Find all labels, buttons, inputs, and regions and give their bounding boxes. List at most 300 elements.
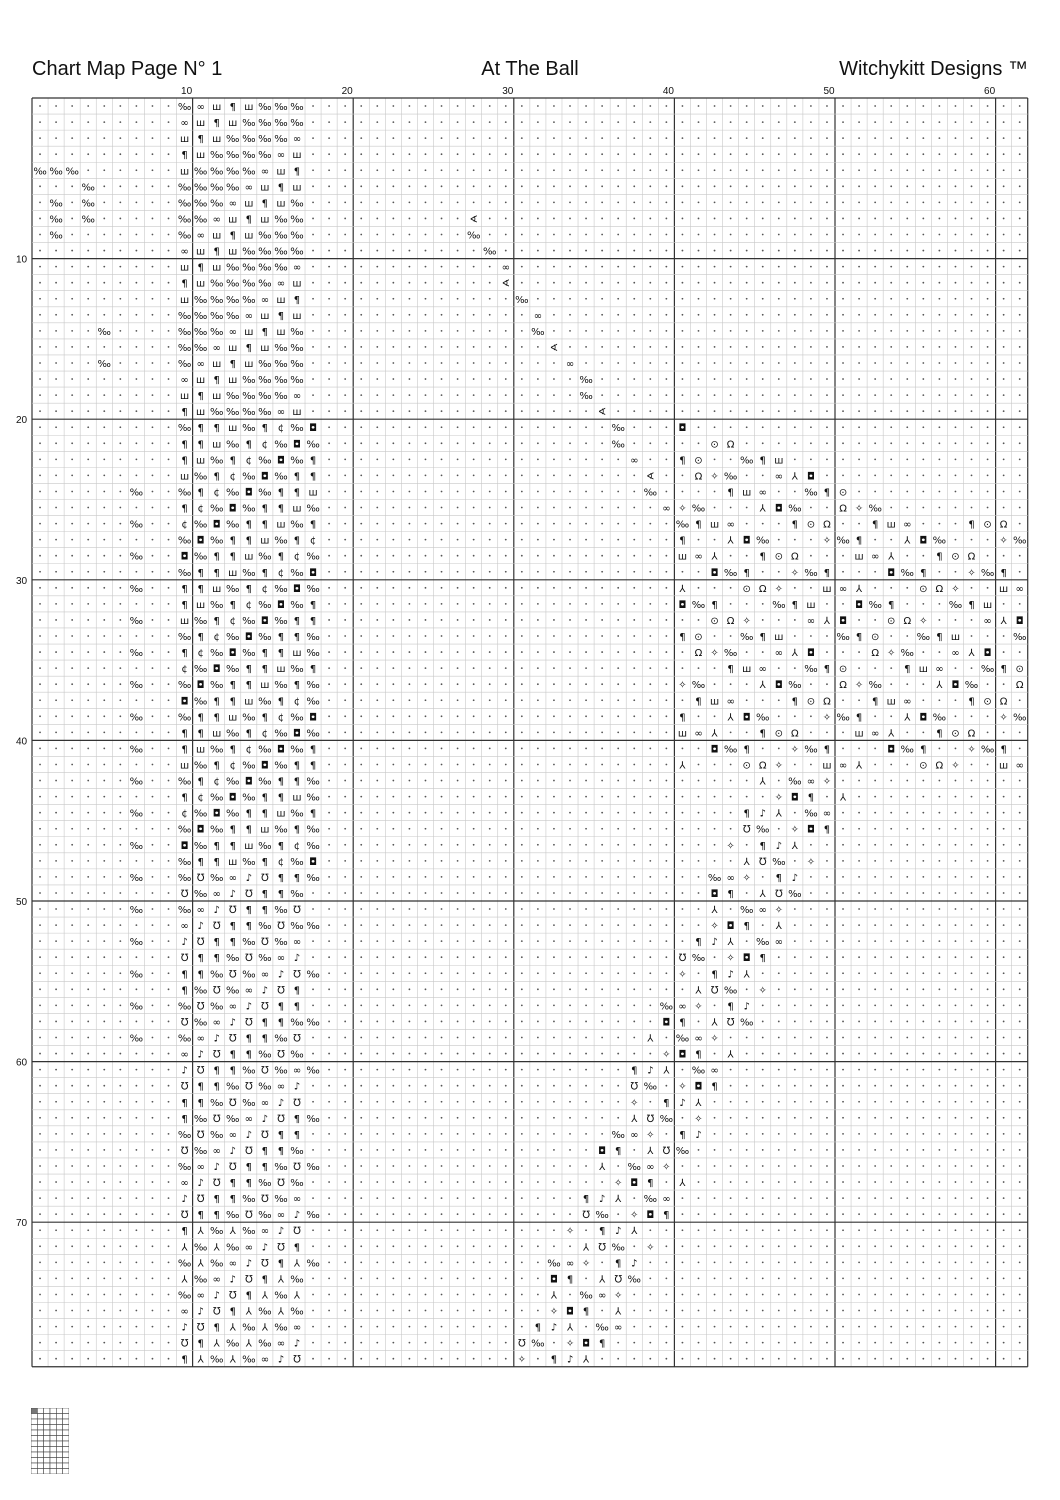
empty-cell-dot bbox=[457, 298, 459, 300]
empty-cell-dot bbox=[521, 1213, 523, 1215]
empty-cell-dot bbox=[617, 330, 619, 332]
empty-cell-dot bbox=[617, 491, 619, 493]
empty-cell-dot bbox=[955, 201, 957, 203]
stitch-symbol: ¶ bbox=[277, 696, 285, 708]
empty-cell-dot bbox=[392, 1149, 394, 1151]
empty-cell-dot bbox=[553, 860, 555, 862]
empty-cell-dot bbox=[955, 1069, 957, 1071]
empty-cell-dot bbox=[810, 410, 812, 412]
stitch-symbol: ‰ bbox=[242, 969, 256, 981]
stitch-symbol: ш bbox=[276, 808, 286, 820]
empty-cell-dot bbox=[890, 378, 892, 380]
empty-cell-dot bbox=[730, 683, 732, 685]
empty-cell-dot bbox=[874, 491, 876, 493]
empty-cell-dot bbox=[103, 234, 105, 236]
empty-cell-dot bbox=[601, 924, 603, 926]
empty-cell-dot bbox=[376, 908, 378, 910]
empty-cell-dot bbox=[810, 940, 812, 942]
empty-cell-dot bbox=[1019, 491, 1021, 493]
empty-cell-dot bbox=[585, 844, 587, 846]
empty-cell-dot bbox=[955, 1245, 957, 1247]
stitch-symbol: ⅄ bbox=[615, 1306, 622, 1318]
empty-cell-dot bbox=[890, 282, 892, 284]
empty-cell-dot bbox=[649, 507, 651, 509]
empty-cell-dot bbox=[360, 153, 362, 155]
empty-cell-dot bbox=[1003, 812, 1005, 814]
empty-cell-dot bbox=[585, 972, 587, 974]
empty-cell-dot bbox=[1003, 1229, 1005, 1231]
empty-cell-dot bbox=[569, 972, 571, 974]
empty-cell-dot bbox=[152, 523, 154, 525]
empty-cell-dot bbox=[762, 218, 764, 220]
empty-cell-dot bbox=[955, 908, 957, 910]
empty-cell-dot bbox=[585, 715, 587, 717]
stitch-symbol: ¶ bbox=[309, 519, 317, 531]
empty-cell-dot bbox=[1003, 1133, 1005, 1135]
empty-cell-dot bbox=[505, 683, 507, 685]
empty-cell-dot bbox=[1003, 683, 1005, 685]
empty-cell-dot bbox=[135, 298, 137, 300]
empty-cell-dot bbox=[71, 764, 73, 766]
empty-cell-dot bbox=[87, 972, 89, 974]
empty-cell-dot bbox=[730, 346, 732, 348]
empty-cell-dot bbox=[665, 924, 667, 926]
empty-cell-dot bbox=[119, 282, 121, 284]
empty-cell-dot bbox=[633, 491, 635, 493]
empty-cell-dot bbox=[344, 892, 346, 894]
empty-cell-dot bbox=[537, 218, 539, 220]
empty-cell-dot bbox=[344, 378, 346, 380]
empty-cell-dot bbox=[617, 571, 619, 573]
empty-cell-dot bbox=[874, 956, 876, 958]
empty-cell-dot bbox=[441, 1085, 443, 1087]
empty-cell-dot bbox=[682, 1165, 684, 1167]
stitch-symbol: ‰ bbox=[756, 712, 770, 724]
empty-cell-dot bbox=[714, 1101, 716, 1103]
empty-cell-dot bbox=[698, 924, 700, 926]
empty-cell-dot bbox=[665, 394, 667, 396]
empty-cell-dot bbox=[906, 828, 908, 830]
stitch-symbol: ◘ bbox=[839, 615, 847, 627]
empty-cell-dot bbox=[119, 185, 121, 187]
empty-cell-dot bbox=[794, 812, 796, 814]
empty-cell-dot bbox=[39, 1181, 41, 1183]
empty-cell-dot bbox=[794, 1197, 796, 1199]
empty-cell-dot bbox=[682, 250, 684, 252]
empty-cell-dot bbox=[103, 812, 105, 814]
empty-cell-dot bbox=[842, 1213, 844, 1215]
empty-cell-dot bbox=[473, 1053, 475, 1055]
empty-cell-dot bbox=[810, 442, 812, 444]
empty-cell-dot bbox=[521, 346, 523, 348]
empty-cell-dot bbox=[360, 571, 362, 573]
empty-cell-dot bbox=[312, 1342, 314, 1344]
empty-cell-dot bbox=[489, 1326, 491, 1328]
empty-cell-dot bbox=[473, 105, 475, 107]
empty-cell-dot bbox=[890, 250, 892, 252]
empty-cell-dot bbox=[103, 844, 105, 846]
empty-cell-dot bbox=[858, 458, 860, 460]
empty-cell-dot bbox=[955, 105, 957, 107]
empty-cell-dot bbox=[55, 346, 57, 348]
empty-cell-dot bbox=[938, 1245, 940, 1247]
empty-cell-dot bbox=[312, 234, 314, 236]
stitch-symbol: ℧ bbox=[196, 872, 205, 884]
empty-cell-dot bbox=[441, 1069, 443, 1071]
empty-cell-dot bbox=[890, 876, 892, 878]
empty-cell-dot bbox=[698, 1326, 700, 1328]
empty-cell-dot bbox=[649, 731, 651, 733]
empty-cell-dot bbox=[1019, 105, 1021, 107]
empty-cell-dot bbox=[971, 218, 973, 220]
empty-cell-dot bbox=[971, 250, 973, 252]
empty-cell-dot bbox=[135, 892, 137, 894]
stitch-symbol: ¶ bbox=[679, 712, 686, 724]
empty-cell-dot bbox=[585, 330, 587, 332]
empty-cell-dot bbox=[409, 956, 411, 958]
empty-cell-dot bbox=[858, 748, 860, 750]
empty-cell-dot bbox=[168, 876, 170, 878]
empty-cell-dot bbox=[55, 956, 57, 958]
stitch-symbol: ∞ bbox=[983, 615, 992, 627]
stitch-symbol: ⊙ bbox=[919, 760, 928, 772]
empty-cell-dot bbox=[633, 635, 635, 637]
empty-cell-dot bbox=[633, 699, 635, 701]
empty-cell-dot bbox=[987, 1149, 989, 1151]
empty-cell-dot bbox=[360, 458, 362, 460]
empty-cell-dot bbox=[457, 234, 459, 236]
stitch-symbol: ‰ bbox=[788, 776, 802, 788]
empty-cell-dot bbox=[617, 266, 619, 268]
empty-cell-dot bbox=[971, 988, 973, 990]
empty-cell-dot bbox=[987, 1261, 989, 1263]
empty-cell-dot bbox=[505, 105, 507, 107]
empty-cell-dot bbox=[762, 105, 764, 107]
empty-cell-dot bbox=[473, 121, 475, 123]
empty-cell-dot bbox=[360, 314, 362, 316]
empty-cell-dot bbox=[906, 234, 908, 236]
stitch-symbol: ‰ bbox=[193, 664, 208, 676]
empty-cell-dot bbox=[569, 266, 571, 268]
empty-cell-dot bbox=[392, 892, 394, 894]
empty-cell-dot bbox=[569, 812, 571, 814]
empty-cell-dot bbox=[376, 1021, 378, 1023]
empty-cell-dot bbox=[730, 218, 732, 220]
empty-cell-dot bbox=[103, 828, 105, 830]
stitch-symbol: ¶ bbox=[261, 567, 269, 579]
empty-cell-dot bbox=[649, 1310, 651, 1312]
stitch-symbol: ∢ bbox=[469, 214, 478, 226]
empty-cell-dot bbox=[489, 587, 491, 589]
empty-cell-dot bbox=[537, 1085, 539, 1087]
empty-cell-dot bbox=[842, 940, 844, 942]
stitch-symbol: ‰ bbox=[177, 198, 192, 210]
empty-cell-dot bbox=[328, 924, 330, 926]
empty-cell-dot bbox=[874, 298, 876, 300]
empty-cell-dot bbox=[152, 1245, 154, 1247]
empty-cell-dot bbox=[569, 298, 571, 300]
empty-cell-dot bbox=[505, 442, 507, 444]
empty-cell-dot bbox=[457, 1229, 459, 1231]
empty-cell-dot bbox=[633, 715, 635, 717]
stitch-symbol: Ω bbox=[935, 583, 944, 595]
empty-cell-dot bbox=[569, 1037, 571, 1039]
stitch-symbol: ш bbox=[244, 840, 254, 852]
stitch-symbol: ∞ bbox=[260, 1226, 270, 1238]
empty-cell-dot bbox=[87, 940, 89, 942]
stitch-symbol: ¶ bbox=[213, 551, 220, 563]
empty-cell-dot bbox=[537, 1053, 539, 1055]
empty-cell-dot bbox=[810, 1278, 812, 1280]
stitch-symbol: ‰ bbox=[290, 342, 304, 354]
empty-cell-dot bbox=[585, 651, 587, 653]
empty-cell-dot bbox=[537, 780, 539, 782]
stitch-symbol: ⊙ bbox=[951, 551, 960, 563]
empty-cell-dot bbox=[665, 731, 667, 733]
empty-cell-dot bbox=[1003, 1181, 1005, 1183]
empty-cell-dot bbox=[441, 619, 443, 621]
empty-cell-dot bbox=[152, 1133, 154, 1135]
stitch-symbol: ‰ bbox=[226, 776, 240, 788]
empty-cell-dot bbox=[39, 475, 41, 477]
empty-cell-dot bbox=[39, 491, 41, 493]
stitch-symbol: ‰ bbox=[177, 1129, 192, 1141]
empty-cell-dot bbox=[392, 298, 394, 300]
empty-cell-dot bbox=[842, 298, 844, 300]
empty-cell-dot bbox=[971, 330, 973, 332]
empty-cell-dot bbox=[746, 410, 748, 412]
empty-cell-dot bbox=[858, 651, 860, 653]
empty-cell-dot bbox=[955, 378, 957, 380]
empty-cell-dot bbox=[890, 121, 892, 123]
stitch-symbol: ◘ bbox=[309, 712, 318, 724]
empty-cell-dot bbox=[409, 298, 411, 300]
empty-cell-dot bbox=[698, 426, 700, 428]
empty-cell-dot bbox=[778, 1229, 780, 1231]
stitch-symbol: ¶ bbox=[936, 551, 943, 563]
empty-cell-dot bbox=[1003, 105, 1005, 107]
empty-cell-dot bbox=[826, 1101, 828, 1103]
empty-cell-dot bbox=[71, 266, 73, 268]
empty-cell-dot bbox=[585, 876, 587, 878]
empty-cell-dot bbox=[71, 731, 73, 733]
empty-cell-dot bbox=[489, 523, 491, 525]
empty-cell-dot bbox=[521, 410, 523, 412]
stitch-symbol: ‰ bbox=[466, 230, 481, 242]
stitch-symbol: ш bbox=[212, 583, 222, 595]
stitch-symbol: ¶ bbox=[197, 856, 204, 868]
empty-cell-dot bbox=[906, 282, 908, 284]
empty-cell-dot bbox=[649, 378, 651, 380]
empty-cell-dot bbox=[168, 314, 170, 316]
stitch-symbol: ‰ bbox=[258, 953, 272, 965]
empty-cell-dot bbox=[39, 539, 41, 541]
stitch-symbol: ш bbox=[886, 519, 896, 531]
stitch-symbol: ¶ bbox=[229, 551, 236, 563]
empty-cell-dot bbox=[87, 346, 89, 348]
empty-cell-dot bbox=[1003, 635, 1005, 637]
empty-cell-dot bbox=[168, 699, 170, 701]
empty-cell-dot bbox=[730, 828, 732, 830]
empty-cell-dot bbox=[39, 635, 41, 637]
empty-cell-dot bbox=[457, 1117, 459, 1119]
empty-cell-dot bbox=[344, 250, 346, 252]
empty-cell-dot bbox=[392, 169, 394, 171]
empty-cell-dot bbox=[955, 1181, 957, 1183]
empty-cell-dot bbox=[392, 185, 394, 187]
empty-cell-dot bbox=[425, 475, 427, 477]
empty-cell-dot bbox=[55, 314, 57, 316]
empty-cell-dot bbox=[521, 1101, 523, 1103]
empty-cell-dot bbox=[585, 731, 587, 733]
stitch-symbol: ¶ bbox=[823, 567, 831, 579]
empty-cell-dot bbox=[376, 972, 378, 974]
empty-cell-dot bbox=[39, 153, 41, 155]
empty-cell-dot bbox=[135, 1181, 137, 1183]
empty-cell-dot bbox=[55, 153, 57, 155]
empty-cell-dot bbox=[425, 796, 427, 798]
empty-cell-dot bbox=[730, 603, 732, 605]
stitch-symbol: ‰ bbox=[226, 166, 240, 178]
stitch-symbol: ‰ bbox=[306, 583, 320, 595]
empty-cell-dot bbox=[810, 1197, 812, 1199]
stitch-symbol: ¢ bbox=[309, 535, 317, 547]
empty-cell-dot bbox=[103, 1197, 105, 1199]
empty-cell-dot bbox=[649, 201, 651, 203]
empty-cell-dot bbox=[858, 442, 860, 444]
empty-cell-dot bbox=[328, 378, 330, 380]
stitch-symbol: ¶ bbox=[229, 358, 236, 370]
empty-cell-dot bbox=[376, 346, 378, 348]
empty-cell-dot bbox=[135, 828, 137, 830]
stitch-symbol: ¶ bbox=[936, 728, 943, 740]
empty-cell-dot bbox=[842, 876, 844, 878]
empty-cell-dot bbox=[730, 1245, 732, 1247]
empty-cell-dot bbox=[810, 169, 812, 171]
empty-cell-dot bbox=[168, 475, 170, 477]
empty-cell-dot bbox=[890, 860, 892, 862]
empty-cell-dot bbox=[392, 523, 394, 525]
empty-cell-dot bbox=[392, 1294, 394, 1296]
empty-cell-dot bbox=[585, 619, 587, 621]
stitch-symbol: ‰ bbox=[193, 696, 208, 708]
empty-cell-dot bbox=[1019, 201, 1021, 203]
stitch-symbol: ◘ bbox=[774, 503, 783, 515]
empty-cell-dot bbox=[39, 362, 41, 364]
empty-cell-dot bbox=[328, 1117, 330, 1119]
empty-cell-dot bbox=[714, 1165, 716, 1167]
empty-cell-dot bbox=[987, 764, 989, 766]
empty-cell-dot bbox=[987, 1165, 989, 1167]
empty-cell-dot bbox=[649, 298, 651, 300]
empty-cell-dot bbox=[103, 1069, 105, 1071]
empty-cell-dot bbox=[569, 587, 571, 589]
empty-cell-dot bbox=[119, 169, 121, 171]
empty-cell-dot bbox=[71, 507, 73, 509]
stitch-symbol: ℧ bbox=[196, 1322, 205, 1334]
stitch-symbol: ш bbox=[212, 102, 222, 114]
empty-cell-dot bbox=[1003, 298, 1005, 300]
empty-cell-dot bbox=[1019, 426, 1021, 428]
empty-cell-dot bbox=[826, 458, 828, 460]
empty-cell-dot bbox=[633, 1053, 635, 1055]
empty-cell-dot bbox=[87, 667, 89, 669]
empty-cell-dot bbox=[1019, 1117, 1021, 1119]
empty-cell-dot bbox=[826, 410, 828, 412]
empty-cell-dot bbox=[585, 1133, 587, 1135]
empty-cell-dot bbox=[874, 892, 876, 894]
empty-cell-dot bbox=[778, 250, 780, 252]
empty-cell-dot bbox=[730, 1117, 732, 1119]
empty-cell-dot bbox=[601, 860, 603, 862]
empty-cell-dot bbox=[890, 442, 892, 444]
empty-cell-dot bbox=[569, 330, 571, 332]
empty-cell-dot bbox=[730, 266, 732, 268]
stitch-symbol: ✧ bbox=[967, 744, 976, 756]
empty-cell-dot bbox=[328, 908, 330, 910]
empty-cell-dot bbox=[553, 699, 555, 701]
empty-cell-dot bbox=[617, 924, 619, 926]
empty-cell-dot bbox=[328, 667, 330, 669]
stitch-symbol: ‰ bbox=[193, 808, 208, 820]
empty-cell-dot bbox=[1003, 1197, 1005, 1199]
empty-cell-dot bbox=[730, 298, 732, 300]
stitch-symbol: ¶ bbox=[823, 487, 831, 499]
empty-cell-dot bbox=[376, 314, 378, 316]
empty-cell-dot bbox=[633, 153, 635, 155]
empty-cell-dot bbox=[649, 860, 651, 862]
empty-cell-dot bbox=[842, 555, 844, 557]
stitch-symbol: ¶ bbox=[181, 278, 188, 290]
stitch-symbol: ‰ bbox=[226, 519, 240, 531]
empty-cell-dot bbox=[553, 266, 555, 268]
empty-cell-dot bbox=[890, 169, 892, 171]
empty-cell-dot bbox=[1003, 956, 1005, 958]
empty-cell-dot bbox=[601, 475, 603, 477]
empty-cell-dot bbox=[119, 1069, 121, 1071]
empty-cell-dot bbox=[505, 314, 507, 316]
empty-cell-dot bbox=[376, 234, 378, 236]
empty-cell-dot bbox=[441, 748, 443, 750]
empty-cell-dot bbox=[971, 1069, 973, 1071]
stitch-symbol: ∞ bbox=[180, 118, 189, 130]
empty-cell-dot bbox=[473, 731, 475, 733]
empty-cell-dot bbox=[505, 1117, 507, 1119]
empty-cell-dot bbox=[344, 1261, 346, 1263]
empty-cell-dot bbox=[874, 410, 876, 412]
empty-cell-dot bbox=[874, 330, 876, 332]
empty-cell-dot bbox=[922, 1004, 924, 1006]
empty-cell-dot bbox=[344, 523, 346, 525]
empty-cell-dot bbox=[874, 153, 876, 155]
stitch-symbol: ‰ bbox=[129, 712, 144, 724]
empty-cell-dot bbox=[425, 458, 427, 460]
stitch-symbol: ‰ bbox=[193, 840, 208, 852]
empty-cell-dot bbox=[1019, 250, 1021, 252]
stitch-symbol: ¶ bbox=[855, 535, 863, 547]
stitch-symbol: ‰ bbox=[65, 166, 79, 178]
empty-cell-dot bbox=[376, 844, 378, 846]
empty-cell-dot bbox=[633, 169, 635, 171]
empty-cell-dot bbox=[601, 121, 603, 123]
empty-cell-dot bbox=[842, 1310, 844, 1312]
empty-cell-dot bbox=[553, 234, 555, 236]
empty-cell-dot bbox=[585, 153, 587, 155]
stitch-symbol: Ω bbox=[871, 648, 879, 660]
stitch-symbol: ‰ bbox=[193, 326, 208, 338]
empty-cell-dot bbox=[714, 378, 716, 380]
empty-cell-dot bbox=[617, 908, 619, 910]
